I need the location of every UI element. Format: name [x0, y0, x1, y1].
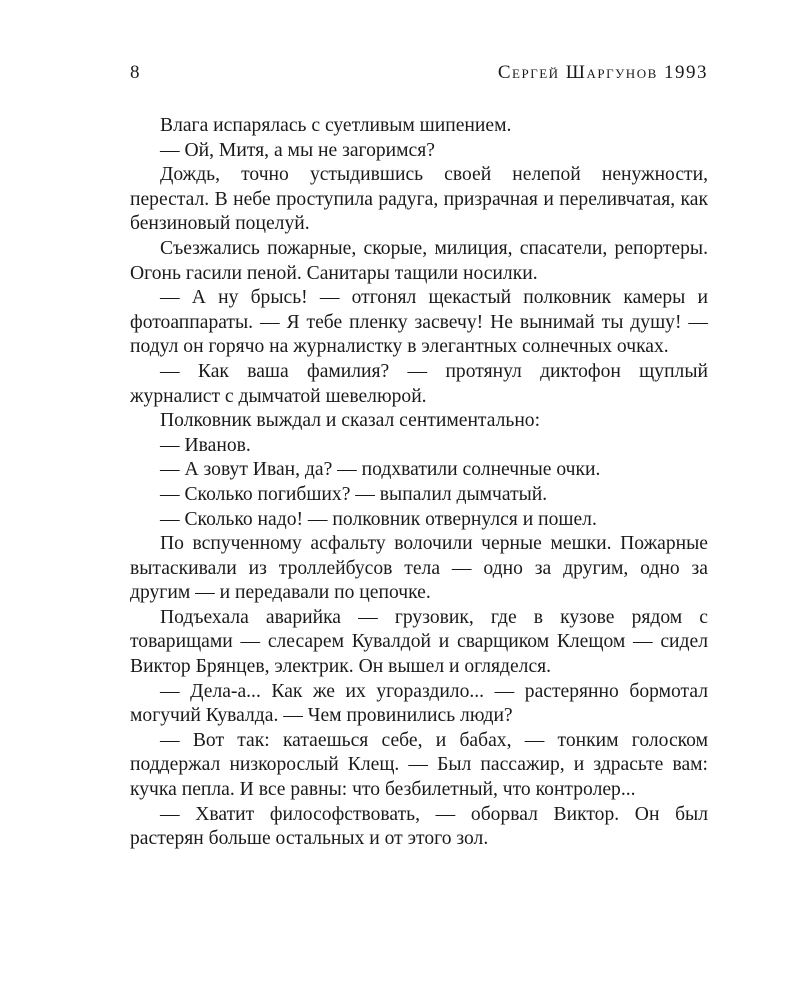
- paragraph: Полковник выждал и сказал сентиментально:: [160, 410, 541, 432]
- book-page: [130, 62, 708, 852]
- paragraph: По вспученному асфальту волочили черные мешки. Пожарные вытаскивали из троллейбусов тела — одно за другим, одно за другим — и передавали по цепочке.: [130, 533, 708, 604]
- running-title: Сергей Шаргунов 1993: [497, 62, 708, 83]
- paragraph: — Вот так: катаешься себе, и бабах, — тонким голоском поддержал низкорослый Клещ. — Был пассажир, и здрасьте вам: кучка пепла. И все равны: что безбилетный, что контролер...: [130, 729, 708, 801]
- paragraph: — Дела-а... Как же их угораздило... — растерянно бормотал могучий Кувалда. — Чем провинились люди?: [130, 680, 708, 727]
- paragraph: — Хватит философствовать, — оборвал Виктор. Он был растерян больше остальных и от этого зол.: [130, 803, 708, 850]
- paragraph: — Ой, Митя, а мы не загоримся?: [160, 139, 435, 161]
- paragraph: — Иванов.: [160, 434, 251, 456]
- paragraph: Подъехала аварийка — грузовик, где в кузове рядом с товарищами — слесарем Кувалдой и сварщиком Клещом — сидел Виктор Брянцев, электрик. Он вышел и огляделся.: [130, 606, 708, 678]
- paragraph: Влага испарялась с суетливым шипением.: [160, 115, 512, 136]
- paragraph: — Сколько надо! — полковник отвернулся и пошел.: [160, 508, 597, 530]
- running-head: [130, 62, 708, 102]
- paragraph: — А ну брысь! — отгонял щекастый полковник камеры и фотоаппараты. — Я тебе пленку засвечу! Не вынимай ты душу! — подул он горячо на журналистку в элегантных солнечных очках.: [130, 287, 708, 358]
- paragraph: Дождь, точно устыдившись своей нелепой ненужности, перестал. В небе проступила радуга, призрачная и переливчатая, как бензиновый поцелуй.: [130, 164, 708, 235]
- page-number: 8: [130, 62, 140, 83]
- paragraph: — Как ваша фамилия? — протянул диктофон щуплый журналист с дымчатой шевелюрой.: [130, 360, 708, 407]
- paragraph: — А зовут Иван, да? — подхватили солнечные очки.: [160, 459, 601, 481]
- body-text: [130, 114, 708, 852]
- paragraph: Съезжались пожарные, скорые, милиция, спасатели, репортеры. Огонь гасили пеной. Санитары тащили носилки.: [130, 237, 708, 284]
- paragraph: — Сколько погибших? — выпалил дымчатый.: [160, 483, 548, 505]
